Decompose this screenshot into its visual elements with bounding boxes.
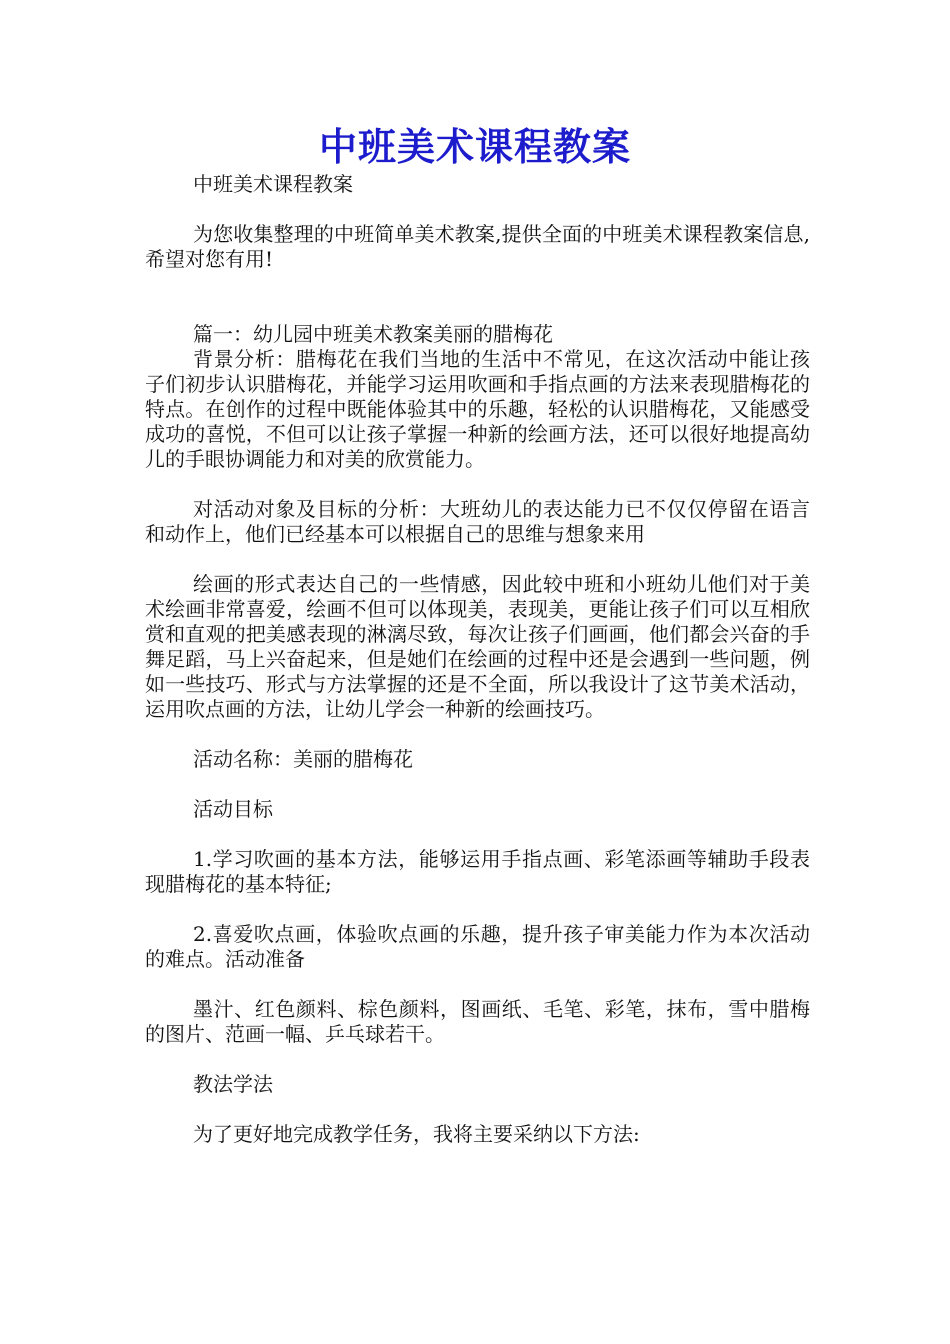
paragraph-materials: 墨汁、红色颜料、棕色颜料，图画纸、毛笔、彩笔，抹布，雪中腊梅的图片、范画一幅、乒乓球若干。 [145, 997, 810, 1046]
paragraph-intro: 为您收集整理的中班简单美术教案,提供全面的中班美术课程教案信息,希望对您有用! [145, 222, 810, 271]
document-body [145, 172, 810, 1147]
paragraph-teaching-methods: 教法学法 [193, 1072, 273, 1096]
paragraph-methods-intro: 为了更好地完成教学任务，我将主要采纳以下方法: [193, 1122, 640, 1146]
paragraph-subtitle: 中班美术课程教案 [193, 172, 353, 196]
paragraph-goal-1: 1.学习吹画的基本方法，能够运用手指点画、彩笔添画等辅助手段表现腊梅花的基本特征; [145, 847, 810, 896]
paragraph-activity-name: 活动名称：美丽的腊梅花 [193, 747, 413, 771]
document-title: 中班美术课程教案 [318, 124, 631, 169]
paragraph-goal-2: 2.喜爱吹点画，体验吹点画的乐趣，提升孩子审美能力作为本次活动的难点。活动准备 [145, 922, 810, 971]
paragraph-activity-goals: 活动目标 [193, 797, 273, 821]
paragraph-section-heading: 篇一：幼儿园中班美术教案美丽的腊梅花 [193, 322, 553, 346]
paragraph-background-analysis: 背景分析：腊梅花在我们当地的生活中不常见，在这次活动中能让孩子们初步认识腊梅花，并能学习运用吹画和手指点画的方法来表现腊梅花的特点。在创作的过程中既能体验其中的乐趣，轻松的认识腊梅花，又能感受成功的喜悦，不但可以让孩子掌握一种新的绘画方法，还可以很好地提高幼儿的手眼协调能力和对美的欣赏能力。 [145, 347, 810, 471]
paragraph-target-analysis: 对活动对象及目标的分析：大班幼儿的表达能力已不仅仅停留在语言和动作上，他们已经基本可以根据自己的思维与想象来用 [145, 497, 810, 546]
paragraph-drawing-expression: 绘画的形式表达自己的一些情感，因此较中班和小班幼儿他们对于美术绘画非常喜爱，绘画不但可以体现美，表现美，更能让孩子们可以互相欣赏和直观的把美感表现的淋漓尽致，每次让孩子们画画，他们都会兴奋的手舞足蹈，马上兴奋起来，但是她们在绘画的过程中还是会遇到一些问题，例如一些技巧、形式与方法掌握的还是不全面，所以我设计了这节美术活动，运用吹点画的方法，让幼儿学会一种新的绘画技巧。 [145, 572, 810, 721]
